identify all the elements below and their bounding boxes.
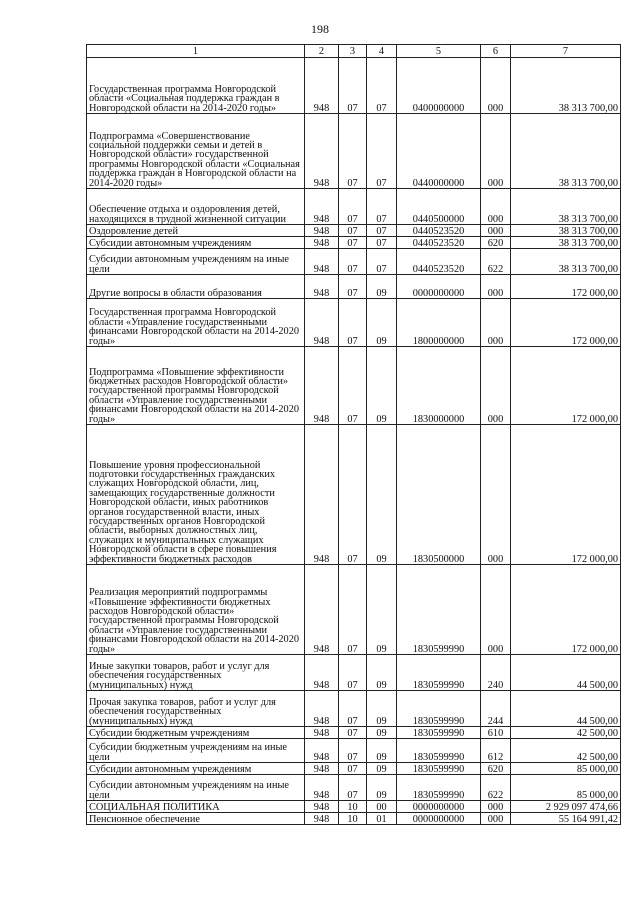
amount-cell: 38 313 700,00	[511, 58, 621, 114]
table-row	[87, 189, 621, 225]
section-code-cell: 07	[339, 425, 367, 565]
row-name-cell: Подпрограмма «Повышение эффективности бюджетных расходов Новгородской области» государственной программы Новгородской области «Управление государственными финансами Новгородской области на 2014-2020 годы»	[87, 347, 305, 425]
subsection-code-cell: 07	[367, 114, 397, 189]
ministry-code-cell: 948	[305, 225, 339, 237]
row-name-cell: Субсидии автономным учреждениям на иные цели	[87, 775, 305, 801]
subsection-code-cell: 00	[367, 801, 397, 813]
budget-table	[86, 44, 621, 825]
ministry-code-cell: 948	[305, 114, 339, 189]
expense-type-cell: 000	[481, 58, 511, 114]
expense-type-cell: 000	[481, 801, 511, 813]
expense-type-cell: 622	[481, 249, 511, 275]
expense-type-cell: 000	[481, 425, 511, 565]
row-name-cell: Государственная программа Новгородской области «Управление государственными финансами Новгородской области на 2014-2020 годы»	[87, 299, 305, 347]
amount-cell: 172 000,00	[511, 425, 621, 565]
expense-type-cell: 620	[481, 763, 511, 775]
target-article-cell: 1830599990	[397, 775, 481, 801]
target-article-cell: 0440523520	[397, 237, 481, 249]
ministry-code-cell: 948	[305, 299, 339, 347]
expense-type-cell: 240	[481, 655, 511, 691]
amount-cell: 2 929 097 474,66	[511, 801, 621, 813]
ministry-code-cell: 948	[305, 565, 339, 655]
row-name-cell: Пенсионное обеспечение	[87, 813, 305, 825]
table-row	[87, 739, 621, 763]
subsection-code-cell: 07	[367, 249, 397, 275]
section-code-cell: 07	[339, 691, 367, 727]
subsection-code-cell: 09	[367, 425, 397, 565]
ministry-code-cell: 948	[305, 275, 339, 299]
target-article-cell: 0400000000	[397, 58, 481, 114]
target-article-cell: 1830599990	[397, 727, 481, 739]
target-article-cell: 0000000000	[397, 813, 481, 825]
amount-cell: 42 500,00	[511, 727, 621, 739]
ministry-code-cell: 948	[305, 655, 339, 691]
row-name-cell: Повышение уровня профессиональной подготовки государственных гражданских служащих Новгородской области, лиц, замещающих государственные должности Новгородской области, иных работников органов государственной власти, иных государственных органов Новгородской области, выборных должностных лиц, служащих и муниципальных служащих Новгородской области в сфере повышения эффективности бюджетных расходов	[87, 425, 305, 565]
ministry-code-cell: 948	[305, 249, 339, 275]
subsection-code-cell: 07	[367, 237, 397, 249]
table-row	[87, 237, 621, 249]
subsection-code-cell: 09	[367, 763, 397, 775]
expense-type-cell: 000	[481, 813, 511, 825]
section-code-cell: 07	[339, 727, 367, 739]
row-name-cell: Субсидии автономным учреждениям	[87, 237, 305, 249]
expense-type-cell: 244	[481, 691, 511, 727]
target-article-cell: 1830599990	[397, 655, 481, 691]
row-name-cell: Реализация мероприятий подпрограммы «Повышение эффективности бюджетных расходов Новгородской области» государственной программы Новгородской области «Управление государственными финансами Новгородской области на 2014-2020 годы»	[87, 565, 305, 655]
column-header: 7	[511, 45, 621, 58]
page-number: 198	[311, 22, 329, 36]
amount-cell: 38 313 700,00	[511, 249, 621, 275]
section-code-cell: 07	[339, 763, 367, 775]
amount-cell: 172 000,00	[511, 275, 621, 299]
amount-cell: 55 164 991,42	[511, 813, 621, 825]
table-row	[87, 249, 621, 275]
ministry-code-cell: 948	[305, 739, 339, 763]
ministry-code-cell: 948	[305, 813, 339, 825]
row-name-cell: Субсидии автономным учреждениям	[87, 763, 305, 775]
ministry-code-cell: 948	[305, 801, 339, 813]
subsection-code-cell: 07	[367, 225, 397, 237]
ministry-code-cell: 948	[305, 691, 339, 727]
row-name-cell: Подпрограмма «Совершенствование социальной поддержки семьи и детей в Новгородской области» государственной программы Новгородской области «Социальная поддержка граждан в Новгородской области на 2014-2020 годы»	[87, 114, 305, 189]
section-code-cell: 10	[339, 801, 367, 813]
ministry-code-cell: 948	[305, 189, 339, 225]
row-name-cell: Прочая закупка товаров, работ и услуг для обеспечения государственных (муниципальных) нужд	[87, 691, 305, 727]
target-article-cell: 1800000000	[397, 299, 481, 347]
ministry-code-cell: 948	[305, 237, 339, 249]
table-body	[87, 58, 621, 825]
target-article-cell: 0000000000	[397, 801, 481, 813]
table-row	[87, 763, 621, 775]
target-article-cell: 0000000000	[397, 275, 481, 299]
subsection-code-cell: 09	[367, 299, 397, 347]
amount-cell: 85 000,00	[511, 763, 621, 775]
amount-cell: 44 500,00	[511, 655, 621, 691]
row-name-cell: Субсидии бюджетным учреждениям	[87, 727, 305, 739]
amount-cell: 38 313 700,00	[511, 189, 621, 225]
row-name-cell: Государственная программа Новгородской области «Социальная поддержка граждан в Новгородской области на 2014-2020 годы»	[87, 58, 305, 114]
amount-cell: 42 500,00	[511, 739, 621, 763]
subsection-code-cell: 01	[367, 813, 397, 825]
column-header: 3	[339, 45, 367, 58]
table-header-row	[87, 45, 621, 58]
expense-type-cell: 620	[481, 237, 511, 249]
table-row	[87, 275, 621, 299]
table-row	[87, 801, 621, 813]
column-header: 1	[87, 45, 305, 58]
subsection-code-cell: 07	[367, 189, 397, 225]
expense-type-cell: 610	[481, 727, 511, 739]
table-row	[87, 655, 621, 691]
expense-type-cell: 622	[481, 775, 511, 801]
subsection-code-cell: 09	[367, 775, 397, 801]
subsection-code-cell: 09	[367, 655, 397, 691]
expense-type-cell: 000	[481, 114, 511, 189]
target-article-cell: 0440523520	[397, 249, 481, 275]
section-code-cell: 07	[339, 58, 367, 114]
section-code-cell: 07	[339, 565, 367, 655]
table-row	[87, 775, 621, 801]
target-article-cell: 1830000000	[397, 347, 481, 425]
row-name-cell: Другие вопросы в области образования	[87, 275, 305, 299]
expense-type-cell: 000	[481, 299, 511, 347]
table-row	[87, 299, 621, 347]
subsection-code-cell: 09	[367, 691, 397, 727]
ministry-code-cell: 948	[305, 58, 339, 114]
section-code-cell: 07	[339, 189, 367, 225]
target-article-cell: 1830599990	[397, 763, 481, 775]
table-row	[87, 727, 621, 739]
amount-cell: 85 000,00	[511, 775, 621, 801]
target-article-cell: 0440500000	[397, 189, 481, 225]
amount-cell: 172 000,00	[511, 347, 621, 425]
table-row	[87, 347, 621, 425]
table-row	[87, 425, 621, 565]
amount-cell: 172 000,00	[511, 299, 621, 347]
amount-cell: 38 313 700,00	[511, 225, 621, 237]
amount-cell: 172 000,00	[511, 565, 621, 655]
row-name-cell: Обеспечение отдыха и оздоровления детей, находящихся в трудной жизненной ситуации	[87, 189, 305, 225]
table-row	[87, 691, 621, 727]
subsection-code-cell: 09	[367, 347, 397, 425]
row-name-cell: Субсидии автономным учреждениям на иные цели	[87, 249, 305, 275]
section-code-cell: 07	[339, 299, 367, 347]
expense-type-cell: 000	[481, 275, 511, 299]
column-header: 6	[481, 45, 511, 58]
column-header: 4	[367, 45, 397, 58]
ministry-code-cell: 948	[305, 763, 339, 775]
target-article-cell: 1830500000	[397, 425, 481, 565]
amount-cell: 44 500,00	[511, 691, 621, 727]
ministry-code-cell: 948	[305, 425, 339, 565]
target-article-cell: 0440000000	[397, 114, 481, 189]
table-row	[87, 58, 621, 114]
subsection-code-cell: 09	[367, 275, 397, 299]
subsection-code-cell: 07	[367, 58, 397, 114]
subsection-code-cell: 09	[367, 739, 397, 763]
section-code-cell: 07	[339, 739, 367, 763]
table-row	[87, 813, 621, 825]
row-name-cell: Оздоровление детей	[87, 225, 305, 237]
section-code-cell: 07	[339, 114, 367, 189]
target-article-cell: 1830599990	[397, 691, 481, 727]
section-code-cell: 07	[339, 655, 367, 691]
expense-type-cell: 000	[481, 189, 511, 225]
section-code-cell: 07	[339, 249, 367, 275]
expense-type-cell: 000	[481, 565, 511, 655]
target-article-cell: 1830599990	[397, 739, 481, 763]
section-code-cell: 07	[339, 275, 367, 299]
row-name-cell: СОЦИАЛЬНАЯ ПОЛИТИКА	[87, 801, 305, 813]
expense-type-cell: 612	[481, 739, 511, 763]
section-code-cell: 07	[339, 237, 367, 249]
row-name-cell: Иные закупки товаров, работ и услуг для обеспечения государственных (муниципальных) нужд	[87, 655, 305, 691]
table-row	[87, 114, 621, 189]
column-header: 2	[305, 45, 339, 58]
target-article-cell: 0440523520	[397, 225, 481, 237]
section-code-cell: 10	[339, 813, 367, 825]
table-row	[87, 225, 621, 237]
subsection-code-cell: 09	[367, 727, 397, 739]
ministry-code-cell: 948	[305, 347, 339, 425]
column-header: 5	[397, 45, 481, 58]
amount-cell: 38 313 700,00	[511, 114, 621, 189]
expense-type-cell: 000	[481, 225, 511, 237]
expense-type-cell: 000	[481, 347, 511, 425]
section-code-cell: 07	[339, 347, 367, 425]
ministry-code-cell: 948	[305, 727, 339, 739]
table-row	[87, 565, 621, 655]
section-code-cell: 07	[339, 225, 367, 237]
row-name-cell: Субсидии бюджетным учреждениям на иные цели	[87, 739, 305, 763]
amount-cell: 38 313 700,00	[511, 237, 621, 249]
section-code-cell: 07	[339, 775, 367, 801]
ministry-code-cell: 948	[305, 775, 339, 801]
subsection-code-cell: 09	[367, 565, 397, 655]
target-article-cell: 1830599990	[397, 565, 481, 655]
